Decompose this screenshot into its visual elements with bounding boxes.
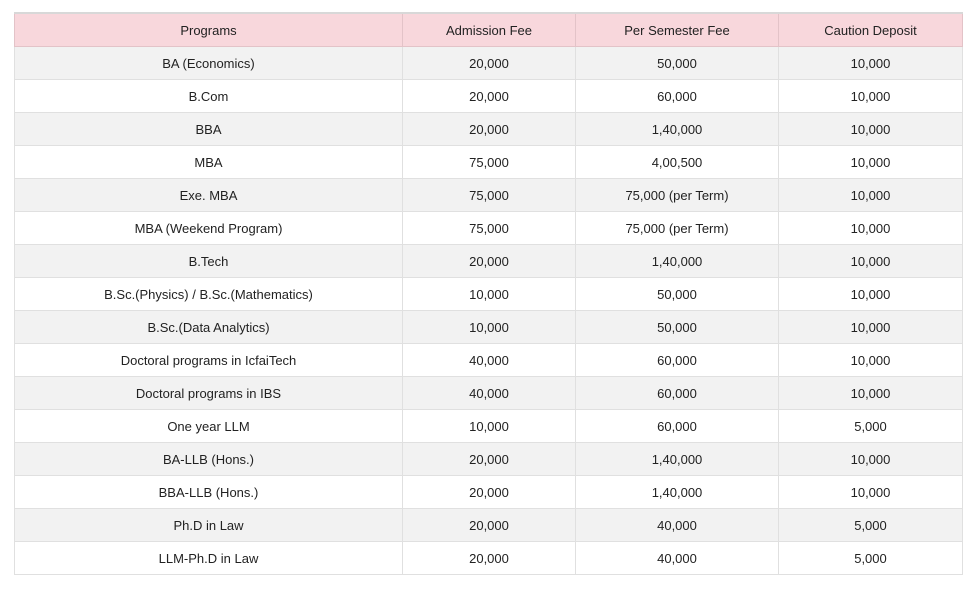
cell-admission-fee: 20,000 [403, 443, 576, 476]
header-admission-fee: Admission Fee [403, 13, 576, 47]
cell-caution-deposit: 10,000 [779, 245, 963, 278]
cell-admission-fee: 75,000 [403, 212, 576, 245]
cell-program: Doctoral programs in IBS [15, 377, 403, 410]
cell-program: MBA [15, 146, 403, 179]
table-row [15, 344, 963, 377]
cell-admission-fee: 20,000 [403, 509, 576, 542]
table-row [15, 179, 963, 212]
cell-admission-fee: 40,000 [403, 377, 576, 410]
cell-program: One year LLM [15, 410, 403, 443]
header-per-semester-fee: Per Semester Fee [576, 13, 779, 47]
cell-caution-deposit: 10,000 [779, 476, 963, 509]
cell-program: BBA [15, 113, 403, 146]
cell-program: BA (Economics) [15, 47, 403, 80]
table-row [15, 476, 963, 509]
cell-program: Ph.D in Law [15, 509, 403, 542]
table-row [15, 311, 963, 344]
cell-admission-fee: 75,000 [403, 179, 576, 212]
header-caution-deposit: Caution Deposit [779, 13, 963, 47]
cell-caution-deposit: 10,000 [779, 146, 963, 179]
header-row [15, 13, 963, 47]
cell-program: Exe. MBA [15, 179, 403, 212]
cell-caution-deposit: 10,000 [779, 344, 963, 377]
cell-caution-deposit: 5,000 [779, 542, 963, 575]
cell-per-semester-fee: 60,000 [576, 410, 779, 443]
fee-table-container [14, 12, 962, 575]
cell-per-semester-fee: 1,40,000 [576, 476, 779, 509]
cell-caution-deposit: 5,000 [779, 509, 963, 542]
cell-program: Doctoral programs in IcfaiTech [15, 344, 403, 377]
table-body [15, 47, 963, 575]
cell-per-semester-fee: 60,000 [576, 377, 779, 410]
cell-caution-deposit: 10,000 [779, 311, 963, 344]
cell-program: B.Com [15, 80, 403, 113]
cell-per-semester-fee: 75,000 (per Term) [576, 179, 779, 212]
cell-per-semester-fee: 50,000 [576, 47, 779, 80]
cell-admission-fee: 20,000 [403, 542, 576, 575]
cell-admission-fee: 10,000 [403, 311, 576, 344]
cell-program: B.Tech [15, 245, 403, 278]
cell-program: B.Sc.(Data Analytics) [15, 311, 403, 344]
cell-program: BBA-LLB (Hons.) [15, 476, 403, 509]
cell-per-semester-fee: 60,000 [576, 344, 779, 377]
table-row [15, 245, 963, 278]
header-programs: Programs [15, 13, 403, 47]
cell-admission-fee: 20,000 [403, 113, 576, 146]
table-row [15, 443, 963, 476]
cell-caution-deposit: 10,000 [779, 80, 963, 113]
cell-caution-deposit: 10,000 [779, 47, 963, 80]
cell-per-semester-fee: 50,000 [576, 311, 779, 344]
cell-per-semester-fee: 1,40,000 [576, 113, 779, 146]
cell-admission-fee: 20,000 [403, 47, 576, 80]
table-row [15, 212, 963, 245]
cell-caution-deposit: 10,000 [779, 443, 963, 476]
cell-admission-fee: 20,000 [403, 80, 576, 113]
cell-program: B.Sc.(Physics) / B.Sc.(Mathematics) [15, 278, 403, 311]
cell-caution-deposit: 5,000 [779, 410, 963, 443]
cell-per-semester-fee: 40,000 [576, 509, 779, 542]
cell-per-semester-fee: 1,40,000 [576, 245, 779, 278]
cell-per-semester-fee: 4,00,500 [576, 146, 779, 179]
cell-admission-fee: 20,000 [403, 476, 576, 509]
cell-caution-deposit: 10,000 [779, 278, 963, 311]
cell-per-semester-fee: 60,000 [576, 80, 779, 113]
table-row [15, 410, 963, 443]
cell-caution-deposit: 10,000 [779, 113, 963, 146]
cell-admission-fee: 20,000 [403, 245, 576, 278]
cell-caution-deposit: 10,000 [779, 377, 963, 410]
cell-program: MBA (Weekend Program) [15, 212, 403, 245]
cell-admission-fee: 10,000 [403, 278, 576, 311]
table-row [15, 509, 963, 542]
cell-admission-fee: 75,000 [403, 146, 576, 179]
cell-program: BA-LLB (Hons.) [15, 443, 403, 476]
table-row [15, 80, 963, 113]
fee-table [14, 12, 963, 575]
table-row [15, 47, 963, 80]
cell-per-semester-fee: 1,40,000 [576, 443, 779, 476]
table-row [15, 278, 963, 311]
cell-per-semester-fee: 75,000 (per Term) [576, 212, 779, 245]
cell-admission-fee: 40,000 [403, 344, 576, 377]
table-header [15, 13, 963, 47]
table-row [15, 113, 963, 146]
table-row [15, 377, 963, 410]
cell-caution-deposit: 10,000 [779, 179, 963, 212]
table-row [15, 542, 963, 575]
cell-caution-deposit: 10,000 [779, 212, 963, 245]
cell-program: LLM-Ph.D in Law [15, 542, 403, 575]
table-row [15, 146, 963, 179]
cell-admission-fee: 10,000 [403, 410, 576, 443]
cell-per-semester-fee: 40,000 [576, 542, 779, 575]
cell-per-semester-fee: 50,000 [576, 278, 779, 311]
